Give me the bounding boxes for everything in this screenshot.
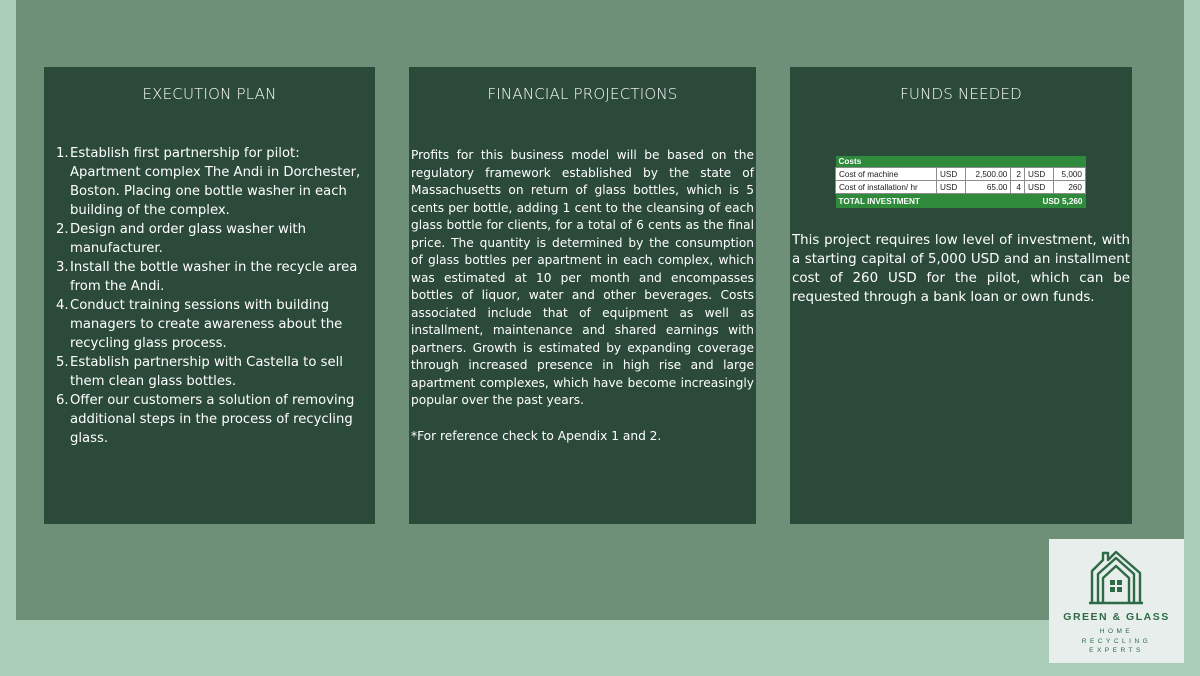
currency: USD (1024, 168, 1053, 181)
list-item (56, 296, 369, 353)
list-item (56, 220, 369, 258)
table-row (836, 181, 1086, 194)
costs-table (835, 156, 1086, 208)
financial-projections-body: Profits for this business model will be based on the regulatory framework established by the state of Massachusetts on return of glass bottles, which is 5 cents per bottle, adding 1 cent to the cleansing of each glass bottle for clients, for a total of 6 cents as the final price. The quantity is determined by the consumption of glass bottles per apartment in each complex, which was estimated at 10 per month and encompasses bottles of liquor, water and other beverages. Costs associated include that of equipment as well as installment, maintenance and shared earnings with partners. Growth is estimated by expanding coverage through increased presence in high rise and large apartment complexes, which have become increasingly popular over the past years. (411, 148, 754, 407)
funds-needed-title: FUNDS NEEDED (900, 85, 1022, 103)
list-item-number: 5. (56, 355, 69, 370)
list-item-number: 4. (56, 298, 69, 313)
list-item (56, 353, 369, 391)
financial-projections-panel (409, 67, 756, 524)
execution-plan-title: EXECUTION PLAN (142, 85, 277, 103)
list-item-text: Design and order glass washer with manufacturer. (70, 222, 306, 256)
logo-tagline (1049, 627, 1184, 656)
line-total: 260 (1053, 181, 1085, 194)
table-header-label: Costs (836, 156, 1086, 168)
list-item-text: Offer our customers a solution of removing additional steps in the process of recycling glass. (70, 393, 355, 446)
quantity: 4 (1011, 181, 1025, 194)
cost-label: Cost of installation/ hr (836, 181, 937, 194)
table-header-row (836, 156, 1086, 168)
list-item-number: 6. (56, 393, 69, 408)
currency: USD (1024, 181, 1053, 194)
execution-plan-panel (44, 67, 375, 524)
financial-projections-title: FINANCIAL PROJECTIONS (487, 85, 678, 103)
cost-label: Cost of machine (836, 168, 937, 181)
quantity: 2 (1011, 168, 1025, 181)
table-total-row (836, 194, 1086, 209)
currency: USD (936, 181, 965, 194)
list-item-text: Install the bottle washer in the recycle area from the Andi. (70, 260, 358, 294)
list-item-text: Establish first partnership for pilot: Apartment complex The Andi in Dorchester, Boston. Placing one bottle washer in each building of the complex. (70, 146, 361, 218)
total-label: TOTAL INVESTMENT (836, 194, 1025, 209)
house-icon (1089, 549, 1143, 605)
funds-needed-panel (790, 67, 1132, 524)
unit-amount: 65.00 (965, 181, 1011, 194)
list-item-text: Conduct training sessions with building managers to create awareness about the recycling glass process. (70, 298, 343, 351)
total-value: USD 5,260 (1024, 194, 1085, 209)
logo-name: GREEN & GLASS (1063, 611, 1170, 623)
currency: USD (936, 168, 965, 181)
logo-tagline-line: RECYCLING (1081, 637, 1152, 645)
list-item-number: 2. (56, 222, 69, 237)
list-item (56, 258, 369, 296)
funds-needed-body: This project requires low level of investment, with a starting capital of 5,000 USD and an installment cost of 260 USD for the pilot, which can be requested through a bank loan or own funds. (792, 233, 1130, 305)
logo-tagline-line: EXPERTS (1089, 647, 1144, 654)
logo-tagline-line: HOME (1099, 628, 1134, 635)
execution-plan-list (56, 144, 369, 448)
company-logo (1049, 539, 1184, 663)
list-item-number: 1. (56, 146, 69, 161)
list-item (56, 144, 369, 220)
unit-amount: 2,500.00 (965, 168, 1011, 181)
list-item-text: Establish partnership with Castella to sell them clean glass bottles. (70, 355, 343, 389)
line-total: 5,000 (1053, 168, 1085, 181)
list-item (56, 391, 369, 448)
financial-projections-reference: *For reference check to Apendix 1 and 2. (411, 429, 662, 443)
list-item-number: 3. (56, 260, 69, 275)
table-row (836, 168, 1086, 181)
